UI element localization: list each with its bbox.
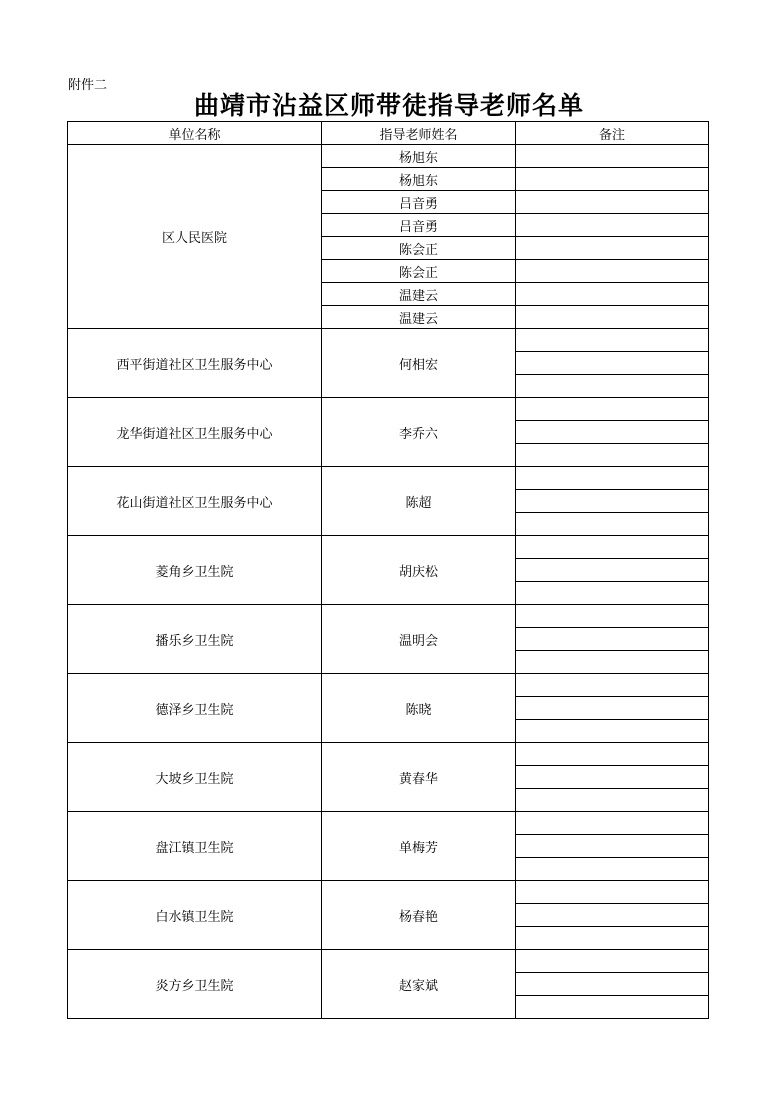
table-row	[68, 812, 709, 835]
column-header-remarks: 备注	[516, 122, 709, 145]
remarks-cell	[516, 628, 709, 651]
table-row	[68, 536, 709, 559]
table-row	[68, 881, 709, 904]
remarks-cell	[516, 904, 709, 927]
remarks-cell	[516, 996, 709, 1019]
remarks-cell	[516, 766, 709, 789]
table-row	[68, 398, 709, 421]
teacher-name-cell: 李乔六	[322, 398, 516, 467]
teacher-name-cell: 杨旭东	[322, 168, 516, 191]
table-row	[68, 467, 709, 490]
remarks-cell	[516, 513, 709, 536]
teacher-name-cell: 陈超	[322, 467, 516, 536]
remarks-cell	[516, 214, 709, 237]
unit-name-cell: 白水镇卫生院	[68, 881, 322, 950]
remarks-cell	[516, 490, 709, 513]
column-header-teacher: 指导老师姓名	[322, 122, 516, 145]
unit-name-cell: 盘江镇卫生院	[68, 812, 322, 881]
remarks-cell	[516, 835, 709, 858]
table-row	[68, 145, 709, 168]
remarks-cell	[516, 789, 709, 812]
table-row	[68, 605, 709, 628]
remarks-cell	[516, 237, 709, 260]
teacher-name-cell: 温建云	[322, 283, 516, 306]
unit-name-cell: 大坡乡卫生院	[68, 743, 322, 812]
remarks-cell	[516, 536, 709, 559]
teacher-name-cell: 吕音勇	[322, 191, 516, 214]
remarks-cell	[516, 973, 709, 996]
remarks-cell	[516, 950, 709, 973]
remarks-cell	[516, 191, 709, 214]
teacher-name-cell: 黄春华	[322, 743, 516, 812]
unit-name-cell: 西平街道社区卫生服务中心	[68, 329, 322, 398]
table-row	[68, 329, 709, 352]
teacher-name-cell: 温建云	[322, 306, 516, 329]
remarks-cell	[516, 444, 709, 467]
table-row	[68, 674, 709, 697]
unit-name-cell: 区人民医院	[68, 145, 322, 329]
remarks-cell	[516, 421, 709, 444]
teacher-name-cell: 何相宏	[322, 329, 516, 398]
teacher-name-cell: 吕音勇	[322, 214, 516, 237]
table-row	[68, 743, 709, 766]
remarks-cell	[516, 559, 709, 582]
mentor-table	[67, 121, 709, 1019]
remarks-cell	[516, 329, 709, 352]
remarks-cell	[516, 720, 709, 743]
remarks-cell	[516, 743, 709, 766]
teacher-name-cell: 陈晓	[322, 674, 516, 743]
remarks-cell	[516, 260, 709, 283]
remarks-cell	[516, 674, 709, 697]
remarks-cell	[516, 398, 709, 421]
remarks-cell	[516, 306, 709, 329]
table-row	[68, 950, 709, 973]
remarks-cell	[516, 283, 709, 306]
remarks-cell	[516, 467, 709, 490]
remarks-cell	[516, 697, 709, 720]
remarks-cell	[516, 352, 709, 375]
page-title: 曲靖市沾益区师带徒指导老师名单	[193, 91, 584, 120]
unit-name-cell: 龙华街道社区卫生服务中心	[68, 398, 322, 467]
remarks-cell	[516, 582, 709, 605]
column-header-unit: 单位名称	[68, 122, 322, 145]
teacher-name-cell: 杨春艳	[322, 881, 516, 950]
remarks-cell	[516, 881, 709, 904]
unit-name-cell: 花山街道社区卫生服务中心	[68, 467, 322, 536]
teacher-name-cell: 单梅芳	[322, 812, 516, 881]
unit-name-cell: 德泽乡卫生院	[68, 674, 322, 743]
attachment-label: 附件二	[68, 78, 108, 93]
table-header-row	[68, 122, 709, 145]
teacher-name-cell: 赵家斌	[322, 950, 516, 1019]
unit-name-cell: 播乐乡卫生院	[68, 605, 322, 674]
remarks-cell	[516, 168, 709, 191]
teacher-name-cell: 陈会正	[322, 260, 516, 283]
remarks-cell	[516, 605, 709, 628]
teacher-name-cell: 温明会	[322, 605, 516, 674]
teacher-name-cell: 胡庆松	[322, 536, 516, 605]
unit-name-cell: 炎方乡卫生院	[68, 950, 322, 1019]
remarks-cell	[516, 145, 709, 168]
teacher-name-cell: 陈会正	[322, 237, 516, 260]
remarks-cell	[516, 812, 709, 835]
remarks-cell	[516, 651, 709, 674]
unit-name-cell: 菱角乡卫生院	[68, 536, 322, 605]
teacher-name-cell: 杨旭东	[322, 145, 516, 168]
remarks-cell	[516, 375, 709, 398]
remarks-cell	[516, 927, 709, 950]
remarks-cell	[516, 858, 709, 881]
